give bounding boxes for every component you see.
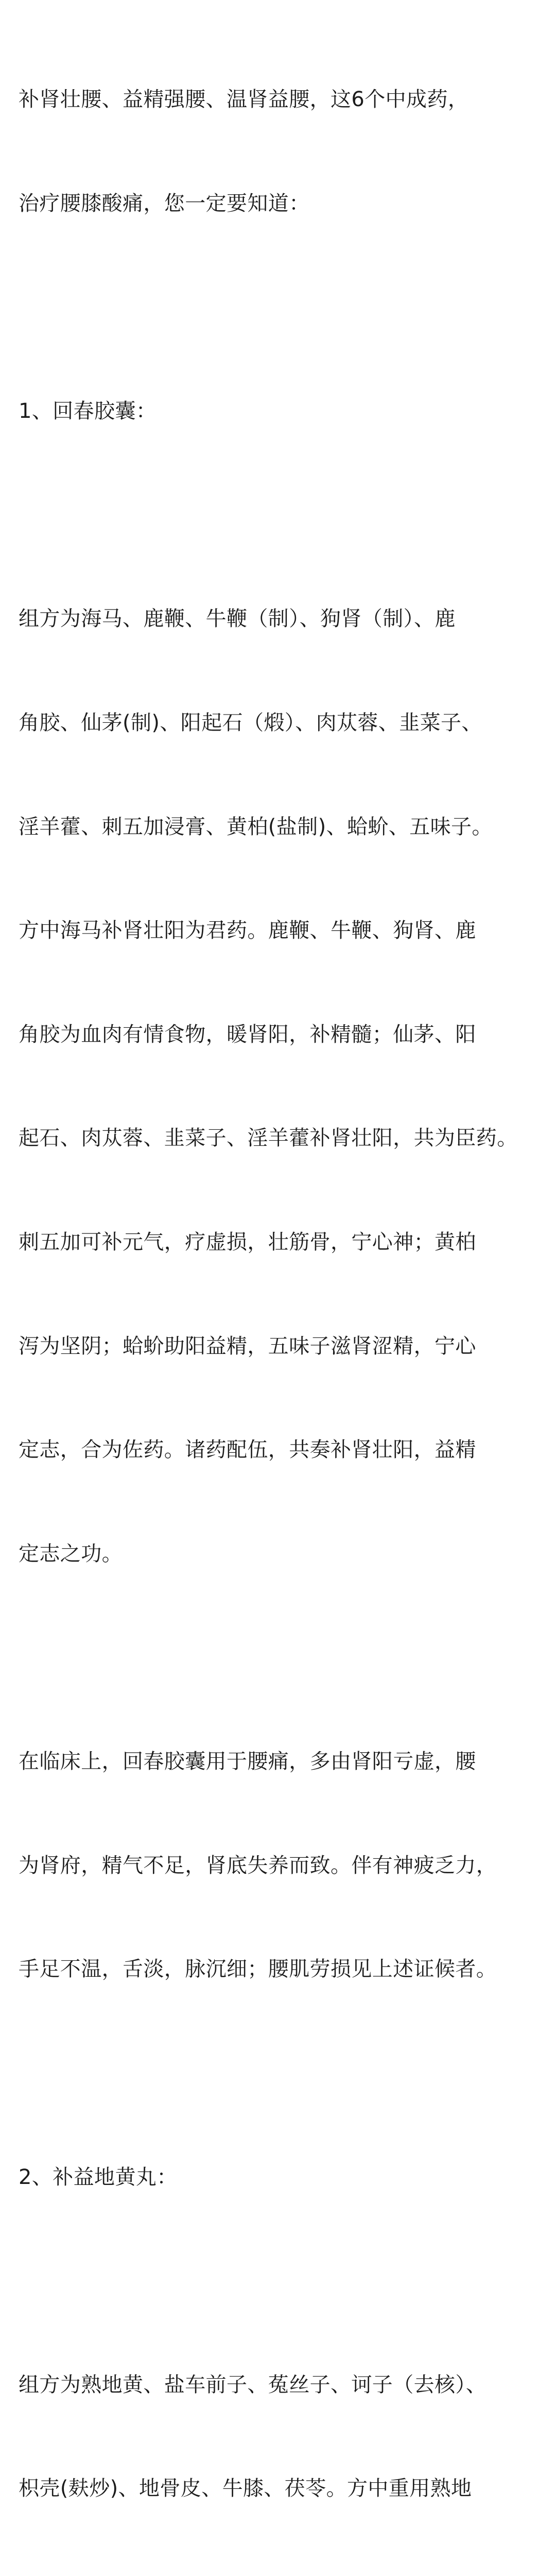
text-line: 组方为海马、鹿鞭、牛鞭（制）、狗肾（制）、鹿 <box>19 607 456 631</box>
section-heading-text: 1、回春胶囊： <box>19 399 157 423</box>
text-line: 补肾壮腰、益精强腰、温肾益腰，这6个中成药， <box>19 88 469 112</box>
text-line: 方中海马补肾壮阳为君药。鹿鞭、牛鞭、狗肾、鹿 <box>19 919 476 943</box>
section-2-composition <box>19 2298 542 2576</box>
text-line: 起石、肉苁蓉、韭菜子、淫羊藿补肾壮阳，共为臣药。 <box>19 1126 518 1150</box>
text-line: 手足不温，舌淡，脉沉细；腰肌劳损见上述证候者。 <box>19 1957 497 1981</box>
section-1-composition <box>19 533 542 1641</box>
text-line <box>19 2575 542 2576</box>
section-heading-text: 2、补益地黄丸： <box>19 2165 178 2189</box>
section-2-heading <box>19 2091 542 2264</box>
text-line: 角胶、仙茅(制)、阳起石（煅）、肉苁蓉、韭菜子、 <box>19 711 482 735</box>
text-line: 在临床上，回春胶囊用于腰痛，多由肾阳亏虚，腰 <box>19 1750 476 1774</box>
text-line: 淫羊藿、刺五加浸膏、黄柏(盐制)、蛤蚧、五味子。 <box>19 815 493 839</box>
intro-paragraph <box>19 13 542 291</box>
text-line: 泻为坚阴；蛤蚧助阳益精，五味子滋肾涩精，宁心 <box>19 1334 476 1358</box>
text-line: 刺五加可补元气，疗虚损，壮筋骨，宁心神；黄柏 <box>19 1230 476 1255</box>
text-line: 组方为熟地黄、盐车前子、菟丝子、诃子（去核）、 <box>19 2372 487 2397</box>
text-line: 枳壳(麸炒)、地骨皮、牛膝、茯苓。方中重用熟地 <box>19 2477 472 2501</box>
article-body <box>19 13 542 2576</box>
text-line: 定志，合为佐药。诸药配伍，共奏补肾壮阳，益精 <box>19 1438 476 1462</box>
text-line: 治疗腰膝酸痛，您一定要知道： <box>19 192 310 216</box>
section-1-heading <box>19 325 542 498</box>
text-line: 为肾府，精气不足，肾底失养而致。伴有神疲乏力， <box>19 1853 497 1877</box>
text-line: 定志之功。 <box>19 1541 123 1566</box>
section-1-clinical <box>19 1675 542 2056</box>
text-line: 角胶为血肉有情食物，暖肾阳，补精髓；仙茅、阳 <box>19 1022 476 1046</box>
